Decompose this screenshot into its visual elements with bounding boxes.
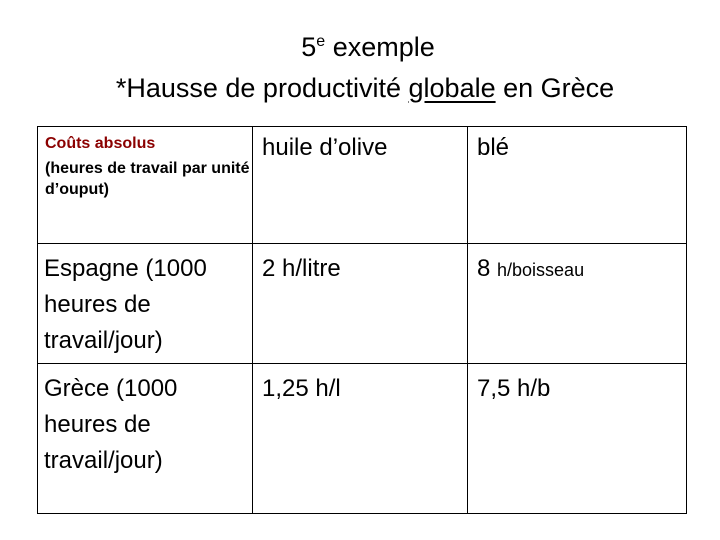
olive-oil-cost: 2 h/litre xyxy=(262,255,341,282)
olive-oil-cost-cell xyxy=(253,364,468,514)
row-label: Grèce (1000 heures de travail/jour) xyxy=(44,375,178,474)
table-header-row xyxy=(38,127,687,244)
row-label: Espagne (1000 heures de travail/jour) xyxy=(44,255,207,354)
title-superscript: e xyxy=(316,33,326,50)
title-rest: exemple xyxy=(325,32,435,62)
title-underlined-word: globale xyxy=(408,73,496,103)
row-label-cell xyxy=(38,364,253,514)
column-header-olive-oil-label: huile d’olive xyxy=(262,134,388,161)
wheat-cost xyxy=(468,364,686,408)
corner-header-cell xyxy=(38,127,253,244)
slide-title-line-2 xyxy=(5,72,720,104)
row-label-cell xyxy=(38,244,253,364)
wheat-cost-number: 8 xyxy=(477,255,498,282)
cost-table xyxy=(37,126,687,514)
wheat-cost-unit: h/boisseau xyxy=(497,260,585,280)
olive-oil-cost: 1,25 h/l xyxy=(262,375,341,402)
wheat-cost-number: 7,5 h/b xyxy=(477,375,551,402)
table-row xyxy=(38,244,687,364)
wheat-cost xyxy=(468,244,686,288)
corner-header-subtitle: (heures de travail par unité d’ouput) xyxy=(45,160,250,198)
title-suffix: en Grèce xyxy=(495,73,615,103)
wheat-cost-cell xyxy=(468,244,687,364)
title-prefix: *Hausse de productivité xyxy=(115,73,409,103)
corner-header-title: Coûts absolus xyxy=(45,135,156,152)
wheat-cost-cell xyxy=(468,364,687,514)
column-header-wheat-label: blé xyxy=(477,134,510,161)
column-header-olive-oil xyxy=(253,127,468,244)
title-number: 5 xyxy=(301,32,317,62)
slide-title-line-1 xyxy=(8,31,720,68)
column-header-wheat xyxy=(468,127,687,244)
table-row xyxy=(38,364,687,514)
olive-oil-cost-cell xyxy=(253,244,468,364)
